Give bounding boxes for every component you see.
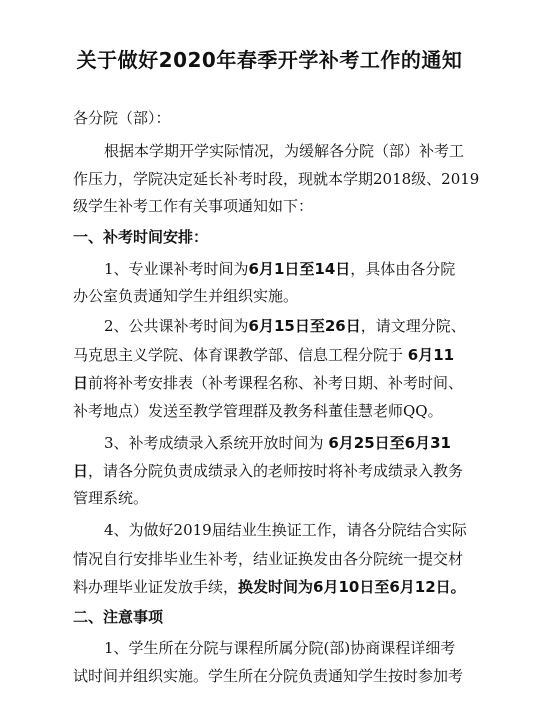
section-heading-schedule: 一、补考时间安排：: [73, 228, 209, 246]
item4-line3-text: 料办理毕业证发放手续，: [73, 578, 239, 596]
item2-line-4: 补考地点）发送至教学管理群及教务科董佳慧老师QQ。: [73, 402, 443, 420]
item2-line3-text: 前将补考安排表（补考课程名称、补考日期、补考时间、: [88, 374, 464, 392]
intro-line-2: 作压力，学院决定延长补考时段，现就本学期2018级、2019: [73, 170, 480, 188]
notes-item1-line-1: 1、学生所在分院与课程所属分院(部)协商课程详细考: [104, 639, 456, 657]
item1-line-2: 办公室负责通知学生并组织实施。: [73, 287, 299, 305]
item3-line-2: [73, 461, 473, 481]
item3-date-range: 6月25日至6月31: [328, 434, 451, 452]
item1-date-range: 6月1日至14日: [248, 260, 351, 278]
item4-line-1: 4、为做好2019届结业生换证工作，请各分院结合实际: [104, 521, 467, 539]
section-heading-notes: 二、注意事项: [73, 608, 164, 626]
item2-text-tail: ，请文理分院、: [360, 317, 466, 335]
item2-line2-text: 马克思主义学院、体育课教学部、信息工程分院于: [73, 346, 408, 364]
item1-text: 1、专业课补考时间为: [104, 260, 249, 278]
item2-line-1: [104, 316, 504, 336]
item4-line-3: [73, 577, 473, 597]
item1-line-1: [104, 259, 504, 279]
item3-date-day: 日: [73, 462, 89, 480]
intro-line-3: 级学生补考工作有关事项通知如下：: [73, 197, 314, 215]
intro-line-1: 根据本学期开学实际情况，为缓解各分院（部）补考工: [104, 142, 465, 160]
item3-line-1: [104, 433, 504, 453]
item2-text: 2、公共课补考时间为: [104, 317, 249, 335]
item4-exchange-dates: 换发时间为6月10日至6月12日。: [238, 578, 466, 596]
item2-line-3: [73, 373, 473, 393]
item2-deadline-date: 6月11: [407, 346, 455, 364]
document-title: 关于做好2020年春季开学补考工作的通知: [76, 48, 463, 72]
item2-deadline-day: 日: [73, 374, 89, 392]
salutation: 各分院（部）：: [73, 109, 171, 127]
item2-line-2: [73, 345, 473, 365]
item4-line-2: 情况自行安排毕业生补考，结业证换发由各分院统一提交材: [73, 550, 464, 568]
item3-text: 3、补考成绩录入系统开放时间为: [104, 434, 329, 452]
notes-item1-line-2: 试时间并组织实施。学生所在分院负责通知学生按时参加考: [73, 667, 464, 685]
item2-date-range: 6月15日至26日: [248, 317, 361, 335]
item3-line-3: 管理系统。: [73, 489, 149, 507]
item3-line2-text: ，请各分院负责成绩录入的老师按时将补考成绩录入教务: [88, 462, 464, 480]
item1-text-tail: ，具体由各分院: [350, 260, 456, 278]
